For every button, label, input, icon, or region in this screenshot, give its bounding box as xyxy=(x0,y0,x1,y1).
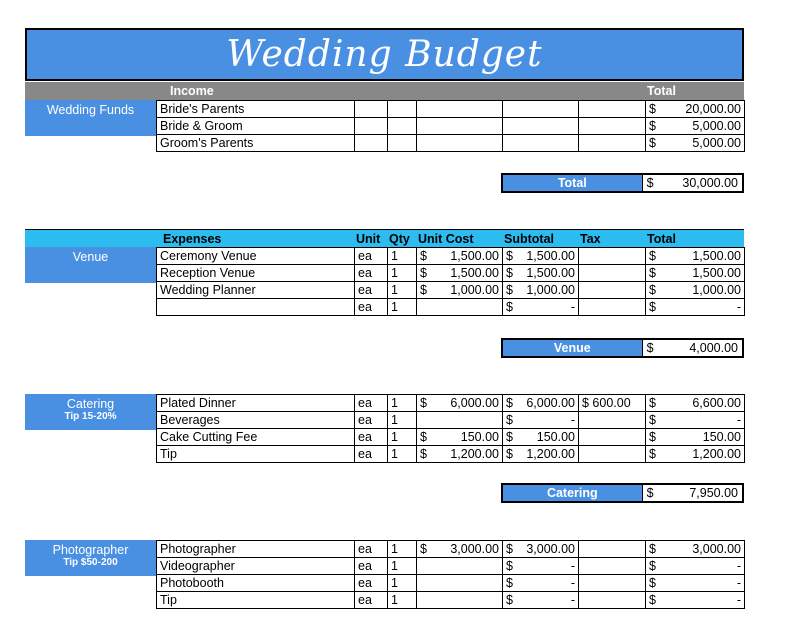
catering-total-value: $ 7,950.00 xyxy=(642,485,742,501)
income-category xyxy=(25,100,156,136)
unit-cell: ea xyxy=(355,282,388,299)
expense-item: Plated Dinner xyxy=(157,395,355,412)
total-cell: $ 1,000.00 xyxy=(646,282,745,299)
expense-item: Photobooth xyxy=(157,575,355,592)
photographer-table xyxy=(156,540,745,609)
income-total-cell: $ 5,000.00 xyxy=(646,118,745,135)
qty-cell: 1 xyxy=(388,429,417,446)
unit-cell: ea xyxy=(355,446,388,463)
empty-cell xyxy=(355,118,388,135)
table-row xyxy=(157,248,745,265)
total-cell: $ - xyxy=(646,299,745,316)
venue-total-label: Venue xyxy=(503,340,642,356)
photographer-category xyxy=(25,540,156,576)
income-item: Groom's Parents xyxy=(157,135,355,152)
unit-cost-cell: $ 1,200.00 xyxy=(417,446,503,463)
venue-category-label: Venue xyxy=(72,250,109,264)
unit-cost-cell xyxy=(417,412,503,429)
tax-cell xyxy=(579,248,646,265)
catering-total-label: Catering xyxy=(503,485,642,501)
empty-cell xyxy=(503,101,579,118)
col-unit-cost: Unit Cost xyxy=(418,231,474,246)
tax-cell xyxy=(579,299,646,316)
table-row xyxy=(157,541,745,558)
total-cell: $ - xyxy=(646,412,745,429)
subtotal-cell: $ 1,000.00 xyxy=(503,282,579,299)
total-cell: $ 1,500.00 xyxy=(646,265,745,282)
unit-cost-cell xyxy=(417,299,503,316)
qty-cell: 1 xyxy=(388,558,417,575)
qty-cell: 1 xyxy=(388,248,417,265)
expense-item: Tip xyxy=(157,446,355,463)
catering-table xyxy=(156,394,745,463)
table-row xyxy=(157,395,745,412)
expenses-header xyxy=(25,229,744,247)
tax-cell xyxy=(579,282,646,299)
photographer-category-label: Photographer xyxy=(52,543,129,557)
table-row xyxy=(157,118,745,135)
col-total: Total xyxy=(647,231,676,246)
total-cell: $ 1,200.00 xyxy=(646,446,745,463)
subtotal-cell: $ - xyxy=(503,412,579,429)
empty-cell xyxy=(579,118,646,135)
subtotal-cell: $ - xyxy=(503,575,579,592)
unit-cell: ea xyxy=(355,575,388,592)
qty-cell: 1 xyxy=(388,265,417,282)
empty-cell xyxy=(417,118,503,135)
tax-cell xyxy=(579,446,646,463)
tax-cell: $ 600.00 xyxy=(579,395,646,412)
empty-cell xyxy=(579,135,646,152)
table-row xyxy=(157,282,745,299)
table-row xyxy=(157,446,745,463)
empty-cell xyxy=(503,118,579,135)
qty-cell: 1 xyxy=(388,412,417,429)
subtotal-cell: $ - xyxy=(503,592,579,609)
table-row xyxy=(157,575,745,592)
table-row xyxy=(157,299,745,316)
income-total-cell: $ 5,000.00 xyxy=(646,135,745,152)
total-cell: $ - xyxy=(646,592,745,609)
qty-cell: 1 xyxy=(388,592,417,609)
unit-cost-cell: $ 6,000.00 xyxy=(417,395,503,412)
page-title: Wedding Budget xyxy=(226,34,543,75)
qty-cell: 1 xyxy=(388,446,417,463)
col-unit: Unit xyxy=(356,231,381,246)
col-subtotal: Subtotal xyxy=(504,231,554,246)
unit-cost-cell xyxy=(417,592,503,609)
subtotal-cell: $ 6,000.00 xyxy=(503,395,579,412)
expense-item: Photographer xyxy=(157,541,355,558)
empty-cell xyxy=(388,101,417,118)
empty-cell xyxy=(579,101,646,118)
unit-cost-cell: $ 1,500.00 xyxy=(417,265,503,282)
table-row xyxy=(157,135,745,152)
subtotal-cell: $ - xyxy=(503,299,579,316)
empty-cell xyxy=(388,118,417,135)
qty-cell: 1 xyxy=(388,299,417,316)
table-row xyxy=(157,101,745,118)
tax-cell xyxy=(579,575,646,592)
total-cell: $ - xyxy=(646,575,745,592)
income-header-total: Total xyxy=(647,84,676,98)
empty-cell xyxy=(355,135,388,152)
venue-table xyxy=(156,247,745,316)
total-cell: $ 150.00 xyxy=(646,429,745,446)
venue-total-value: $ 4,000.00 xyxy=(642,340,742,356)
table-row xyxy=(157,412,745,429)
photographer-tip-note: Tip $50-200 xyxy=(63,557,118,568)
expense-item: Videographer xyxy=(157,558,355,575)
subtotal-cell: $ 1,500.00 xyxy=(503,265,579,282)
expense-item: Tip xyxy=(157,592,355,609)
unit-cell: ea xyxy=(355,395,388,412)
income-category-label: Wedding Funds xyxy=(46,103,135,117)
table-row xyxy=(157,265,745,282)
income-item: Bride & Groom xyxy=(157,118,355,135)
catering-category-label: Catering xyxy=(66,397,115,411)
unit-cell: ea xyxy=(355,541,388,558)
income-header xyxy=(25,82,744,100)
unit-cost-cell: $ 1,500.00 xyxy=(417,248,503,265)
income-item: Bride's Parents xyxy=(157,101,355,118)
unit-cell: ea xyxy=(355,248,388,265)
tax-cell xyxy=(579,558,646,575)
empty-cell xyxy=(503,135,579,152)
income-total-box xyxy=(501,173,744,193)
empty-cell xyxy=(417,101,503,118)
unit-cost-cell xyxy=(417,558,503,575)
qty-cell: 1 xyxy=(388,541,417,558)
unit-cell: ea xyxy=(355,558,388,575)
subtotal-cell: $ 150.00 xyxy=(503,429,579,446)
subtotal-cell: $ 1,500.00 xyxy=(503,248,579,265)
qty-cell: 1 xyxy=(388,395,417,412)
catering-total-box xyxy=(501,483,744,503)
unit-cell: ea xyxy=(355,265,388,282)
table-row xyxy=(157,429,745,446)
total-cell: $ 3,000.00 xyxy=(646,541,745,558)
total-cell: $ - xyxy=(646,558,745,575)
unit-cost-cell: $ 150.00 xyxy=(417,429,503,446)
subtotal-cell: $ - xyxy=(503,558,579,575)
expense-item: Ceremony Venue xyxy=(157,248,355,265)
total-cell: $ 1,500.00 xyxy=(646,248,745,265)
title-banner xyxy=(25,28,744,81)
empty-cell xyxy=(388,135,417,152)
unit-cell: ea xyxy=(355,299,388,316)
unit-cell: ea xyxy=(355,592,388,609)
venue-total-box xyxy=(501,338,744,358)
income-total-value: $ 30,000.00 xyxy=(642,175,742,191)
subtotal-cell: $ 3,000.00 xyxy=(503,541,579,558)
table-row xyxy=(157,592,745,609)
total-cell: $ 6,600.00 xyxy=(646,395,745,412)
subtotal-cell: $ 1,200.00 xyxy=(503,446,579,463)
unit-cost-cell: $ 1,000.00 xyxy=(417,282,503,299)
col-expenses: Expenses xyxy=(163,231,222,246)
expense-item: Reception Venue xyxy=(157,265,355,282)
income-header-label: Income xyxy=(170,84,214,98)
qty-cell: 1 xyxy=(388,575,417,592)
expense-item: Wedding Planner xyxy=(157,282,355,299)
tax-cell xyxy=(579,412,646,429)
venue-category xyxy=(25,247,156,283)
col-qty: Qty xyxy=(389,231,410,246)
tax-cell xyxy=(579,429,646,446)
tax-cell xyxy=(579,265,646,282)
expense-item xyxy=(157,299,355,316)
catering-tip-note: Tip 15-20% xyxy=(64,411,117,422)
expense-item: Cake Cutting Fee xyxy=(157,429,355,446)
empty-cell xyxy=(355,101,388,118)
income-total-label: Total xyxy=(503,175,642,191)
tax-cell xyxy=(579,592,646,609)
catering-category xyxy=(25,394,156,430)
col-tax: Tax xyxy=(580,231,601,246)
table-row xyxy=(157,558,745,575)
unit-cost-cell xyxy=(417,575,503,592)
tax-cell xyxy=(579,541,646,558)
unit-cost-cell: $ 3,000.00 xyxy=(417,541,503,558)
unit-cell: ea xyxy=(355,429,388,446)
income-total-cell: $ 20,000.00 xyxy=(646,101,745,118)
empty-cell xyxy=(417,135,503,152)
unit-cell: ea xyxy=(355,412,388,429)
income-table xyxy=(156,100,745,152)
qty-cell: 1 xyxy=(388,282,417,299)
expense-item: Beverages xyxy=(157,412,355,429)
